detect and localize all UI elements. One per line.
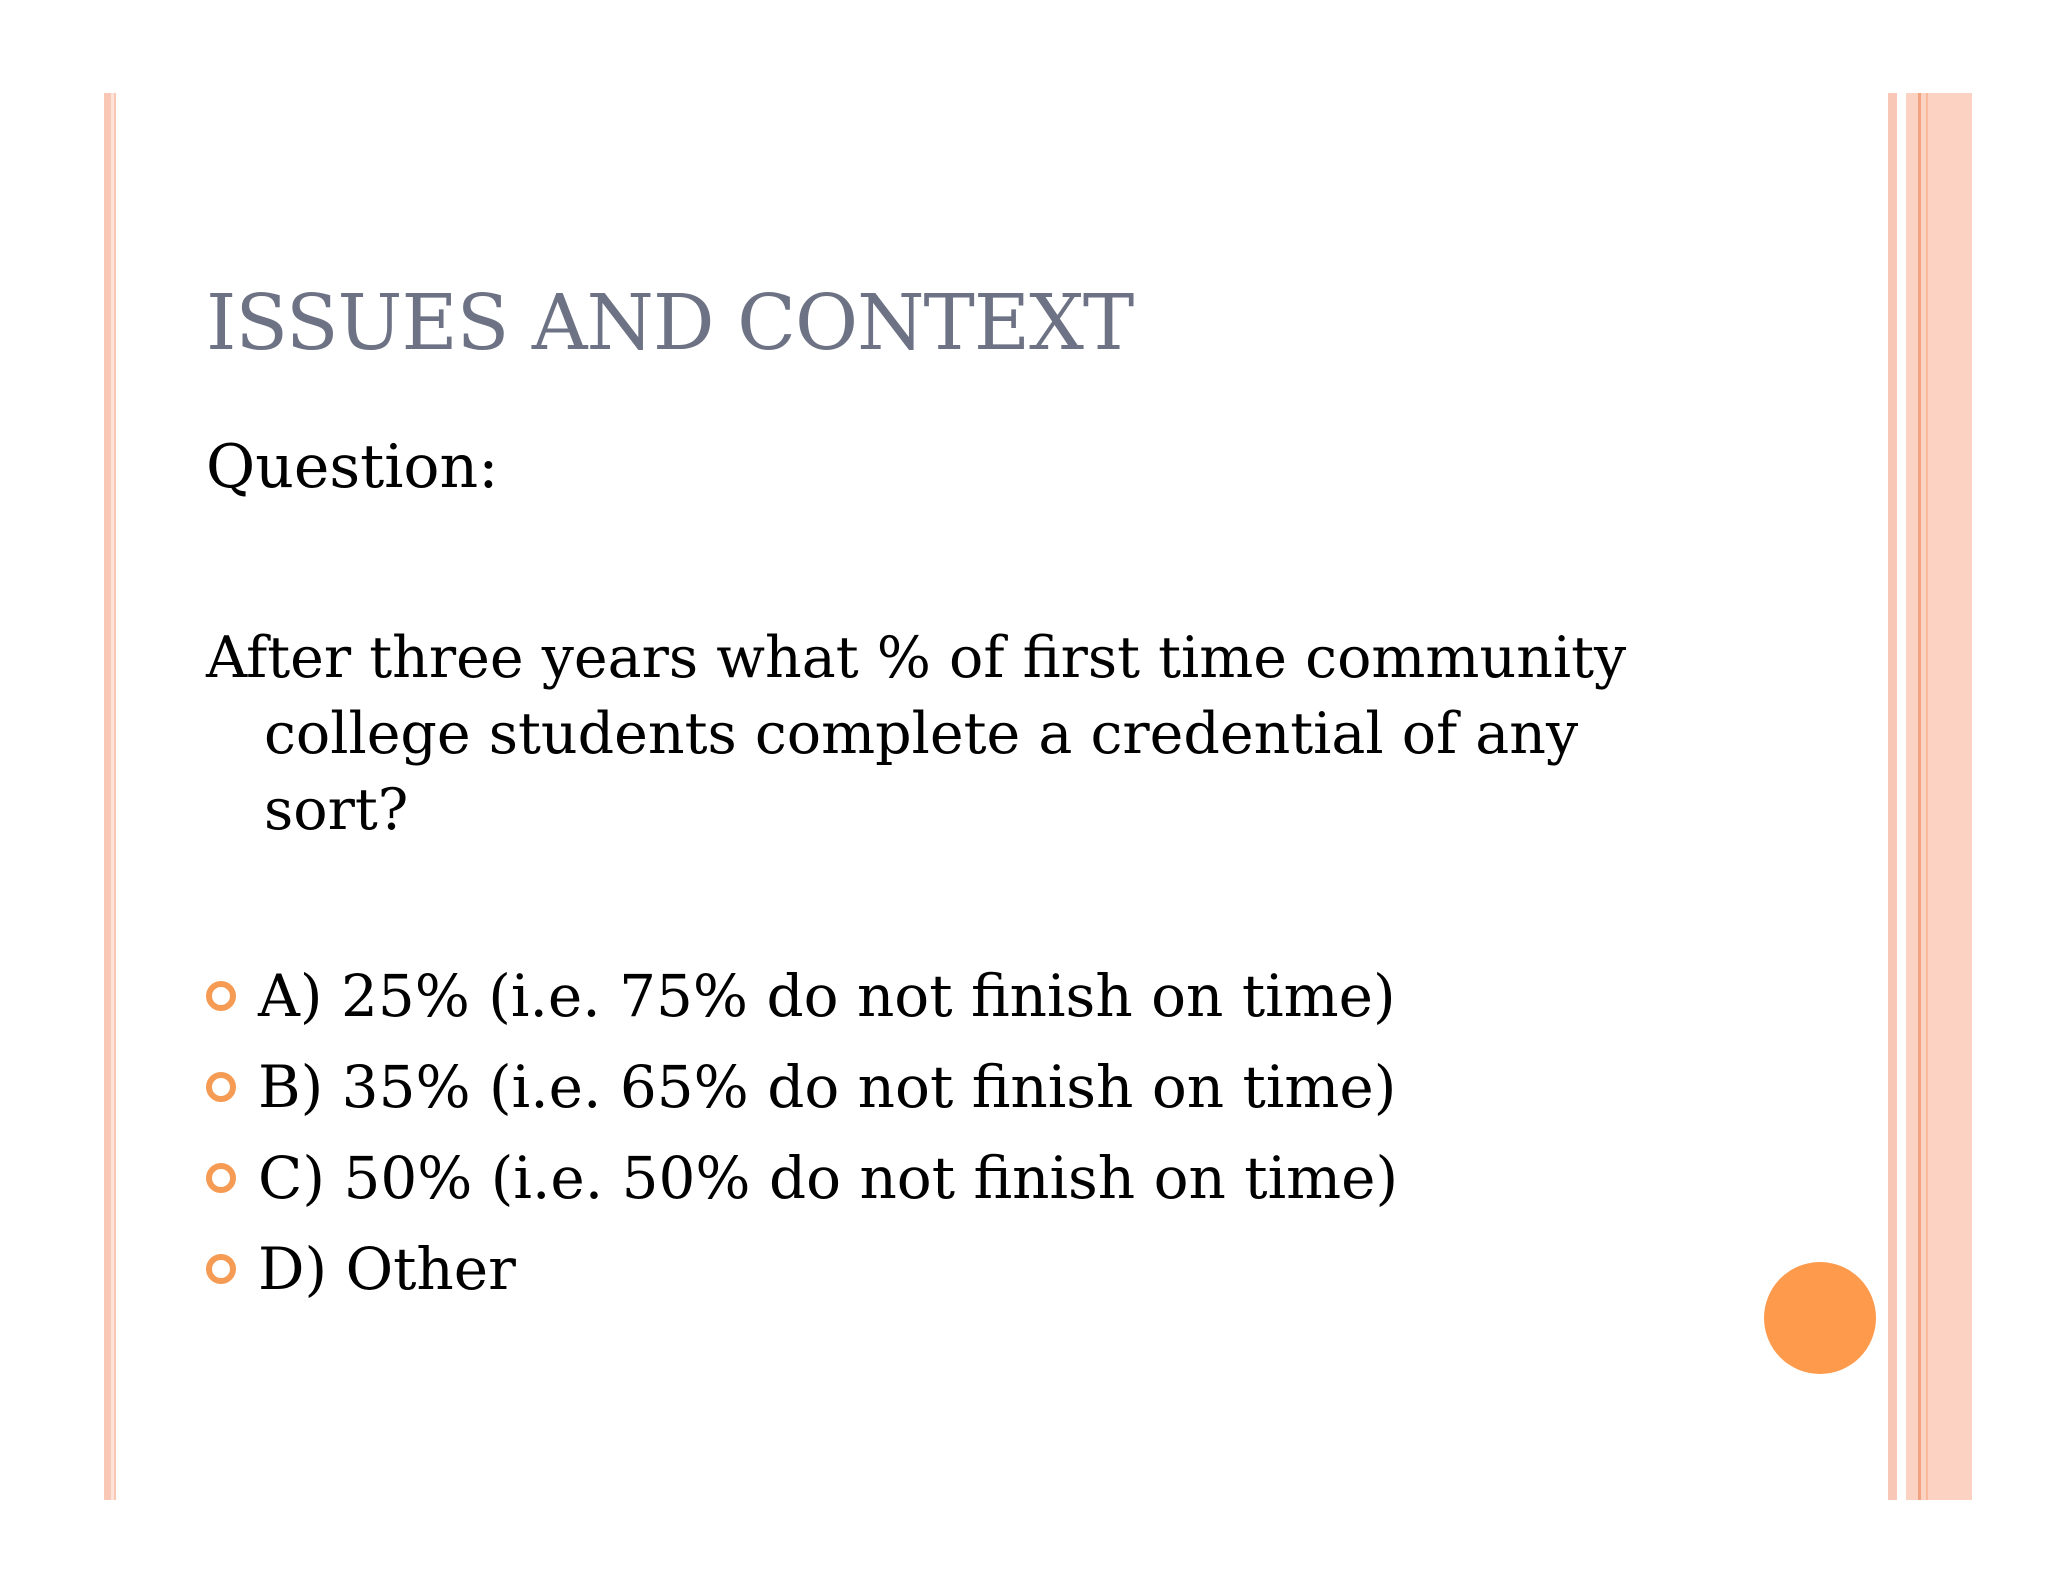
right-border-dark-line: [1918, 93, 1921, 1500]
question-line: sort?: [264, 777, 409, 843]
answer-option-text: D) Other: [258, 1234, 516, 1303]
question-line: After three years what % of first time community: [206, 625, 1627, 691]
answer-option-d: [206, 1223, 1706, 1314]
ring-bullet-icon: [206, 1254, 236, 1284]
ring-bullet-icon: [206, 1072, 236, 1102]
left-border-inner-line: [111, 93, 114, 1500]
question-label: Question:: [206, 432, 499, 502]
ring-bullet-icon: [206, 1163, 236, 1193]
right-border-thin-stripe: [1888, 93, 1897, 1500]
answer-option-a: [206, 950, 1706, 1041]
answer-option-text: B) 35% (i.e. 65% do not finish on time): [258, 1052, 1397, 1121]
slide-title: ISSUES AND CONTEXT: [206, 279, 1134, 368]
answer-option-text: A) 25% (i.e. 75% do not finish on time): [258, 961, 1396, 1030]
answer-option-text: C) 50% (i.e. 50% do not finish on time): [258, 1143, 1399, 1212]
right-border-wide-stripe: [1906, 93, 1972, 1500]
answer-option-c: [206, 1132, 1706, 1223]
right-border-light-line: [1926, 93, 1928, 1500]
left-border-decoration: [104, 93, 116, 1500]
ring-bullet-icon: [206, 981, 236, 1011]
question-text: [206, 620, 1706, 848]
answer-option-b: [206, 1041, 1706, 1132]
answer-options-list: [206, 950, 1706, 1314]
circle-accent-icon: [1764, 1262, 1876, 1374]
question-line: college students complete a credential of any: [264, 701, 1579, 767]
